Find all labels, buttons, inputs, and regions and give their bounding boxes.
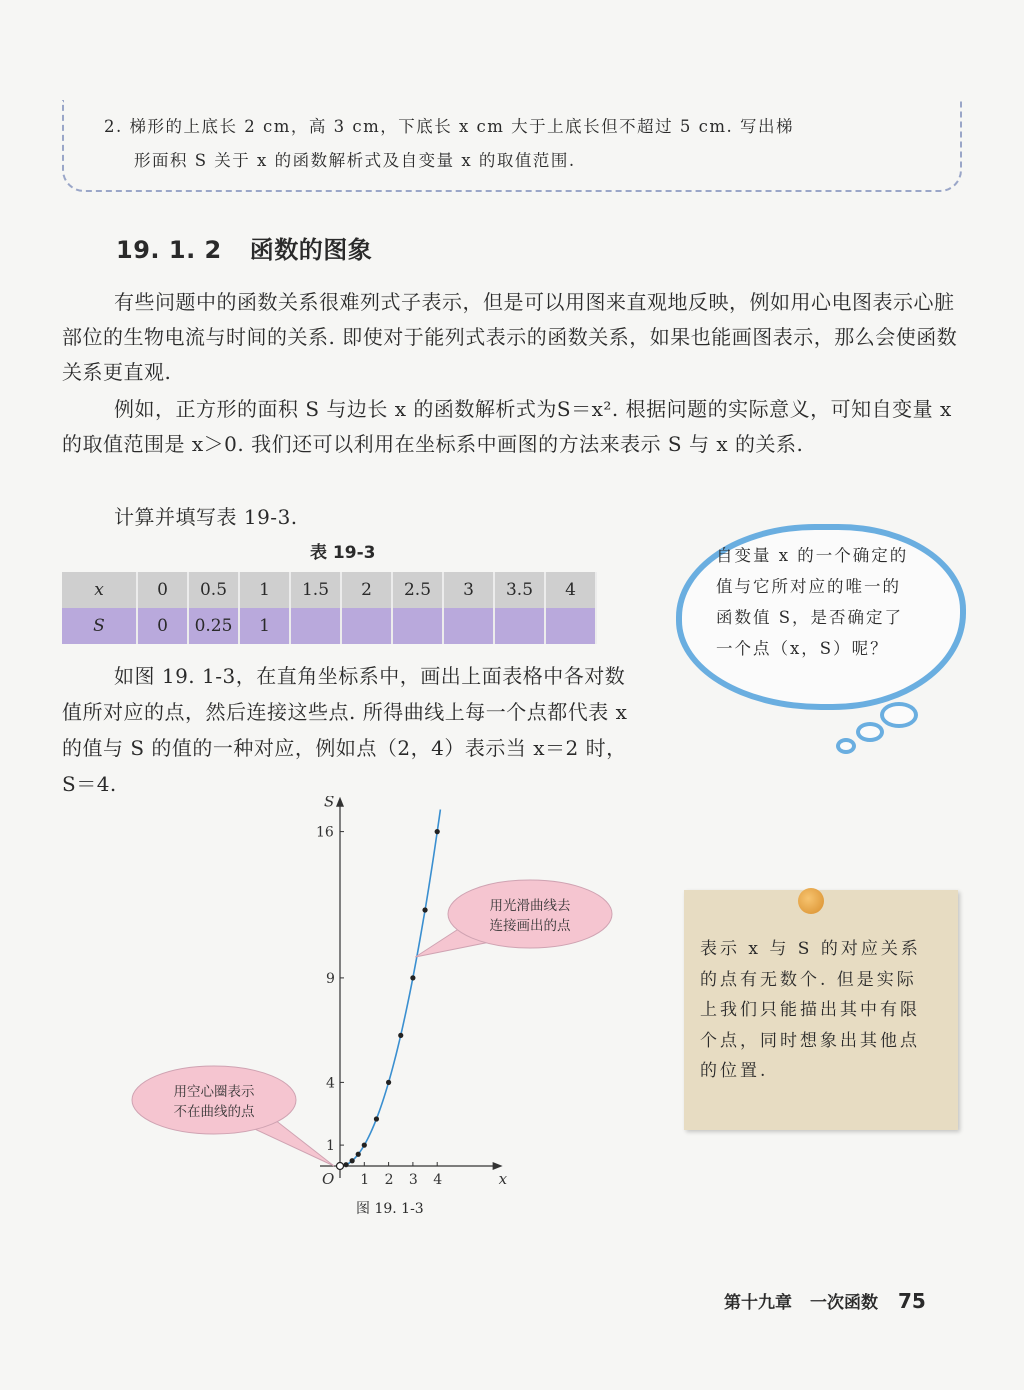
table-cell-s <box>392 608 443 644</box>
table-cell-s: 1 <box>239 608 290 644</box>
y-axis-arrow <box>336 797 344 807</box>
data-point <box>350 1158 355 1163</box>
figure-caption: 图 19. 1-3 <box>356 1201 424 1217</box>
callout-bubble <box>132 1066 296 1134</box>
data-point <box>422 907 427 912</box>
table-cell-x: 2 <box>341 572 392 608</box>
y-axis-label: S <box>324 796 335 811</box>
data-point <box>435 829 440 834</box>
origin-label: O <box>322 1170 335 1188</box>
data-point <box>410 975 415 980</box>
table-cell-s <box>443 608 494 644</box>
table-cell-x: 1 <box>239 572 290 608</box>
table-cell-s <box>341 608 392 644</box>
exercise-line-1: 2. 梯形的上底长 2 cm，高 3 cm，下底长 x cm 大于上底长但不超过 5 cm. 写出梯 <box>104 117 795 136</box>
hollow-point <box>337 1163 344 1170</box>
x-axis-arrow <box>493 1162 503 1170</box>
row-x-label: x <box>62 572 137 608</box>
function-curve <box>340 810 440 1167</box>
table-cell-s <box>545 608 596 644</box>
table-cell-x: 4 <box>545 572 596 608</box>
data-point <box>398 1033 403 1038</box>
paragraph-4 <box>62 658 632 802</box>
paragraph-2 <box>62 392 960 462</box>
function-graph <box>120 796 640 1196</box>
sticky-note-text: 表示 x 与 S 的对应关系的点有无数个. 但是实际上我们只能描出其中有限个点，同时想象出其他点的位置. <box>700 939 921 1081</box>
table-cell-x: 2.5 <box>392 572 443 608</box>
table-cell-s <box>494 608 545 644</box>
data-point <box>374 1116 379 1121</box>
y-tick-label: 1 <box>326 1138 335 1155</box>
data-table <box>62 572 597 644</box>
callout-text: 用空心圈表示 <box>173 1084 255 1100</box>
exercise-line-2: 形面积 S 关于 x 的函数解析式及自变量 x 的取值范围. <box>134 151 576 170</box>
footer-chapter: 第十九章 <box>724 1293 792 1313</box>
paragraph-1-text: 有些问题中的函数关系很难列式子表示，但是可以用图来直观地反映，例如用心电图表示心脏部位的生物电流与时间的关系. 即使对于能列式表示的函数关系，如果也能画图表示，那么会使函数关系更直观. <box>62 290 958 384</box>
callout-text: 不在曲线的点 <box>173 1104 255 1120</box>
x-tick-label: 2 <box>384 1172 394 1188</box>
table-cell-x: 0.5 <box>188 572 239 608</box>
table-cell-x: 1.5 <box>290 572 341 608</box>
y-tick-label: 16 <box>316 824 334 841</box>
table-cell-x: 0 <box>137 572 188 608</box>
callout-text: 连接画出的点 <box>489 918 571 934</box>
data-point <box>343 1162 348 1167</box>
y-tick-label: 9 <box>326 970 335 987</box>
exercise-text <box>104 110 934 178</box>
table-caption: 表 19-3 <box>310 543 376 563</box>
y-tick-label: 4 <box>326 1075 335 1092</box>
x-axis-label: x <box>498 1170 508 1188</box>
table-row-s <box>62 608 596 644</box>
thought-bubble-text: 自变量 x 的一个确定的值与它所对应的唯一的函数值 S，是否确定了一个点（x，S）呢？ <box>716 546 909 658</box>
thought-bubble-puff <box>836 738 856 754</box>
callout-bubble <box>448 880 612 948</box>
table-cell-s <box>290 608 341 644</box>
table-cell-x: 3 <box>443 572 494 608</box>
footer-title: 一次函数 <box>810 1293 878 1313</box>
paragraph-3-text: 计算并填写表 19-3. <box>114 505 298 529</box>
pushpin-icon <box>798 888 824 914</box>
table-cell-x: 3.5 <box>494 572 545 608</box>
section-heading: 函数的图象 <box>249 236 373 264</box>
data-point <box>386 1080 391 1085</box>
x-tick-label: 4 <box>433 1172 443 1188</box>
page-footer <box>724 1288 926 1313</box>
paragraph-1 <box>62 285 960 390</box>
thought-bubble-puff <box>856 722 884 742</box>
table-cell-s: 0 <box>137 608 188 644</box>
data-point <box>356 1152 361 1157</box>
thought-bubble-puff <box>880 702 918 728</box>
x-tick-label: 3 <box>408 1172 418 1188</box>
row-s-label: S <box>62 608 137 644</box>
table-cell-s: 0.25 <box>188 608 239 644</box>
page-number: 75 <box>898 1289 926 1313</box>
paragraph-4-text: 如图 19. 1-3，在直角坐标系中，画出上面表格中各对数值所对应的点，然后连接这些点. 所得曲线上每一个点都代表 x 的值与 S 的值的一种对应，例如点（2，4）表示当 x＝2 时，S＝4. <box>62 664 628 796</box>
section-title <box>116 230 372 265</box>
x-tick-label: 1 <box>360 1172 370 1188</box>
table-row-x <box>62 572 596 608</box>
section-number: 19. 1. 2 <box>116 236 222 264</box>
paragraph-2-text: 例如，正方形的面积 S 与边长 x 的函数解析式为S＝x². 根据问题的实际意义，可知自变量 x 的取值范围是 x＞0. 我们还可以利用在坐标系中画图的方法来表示 S 与 x 的关系. <box>62 397 952 456</box>
callout-text: 用光滑曲线去 <box>489 898 571 914</box>
data-point <box>362 1143 367 1148</box>
